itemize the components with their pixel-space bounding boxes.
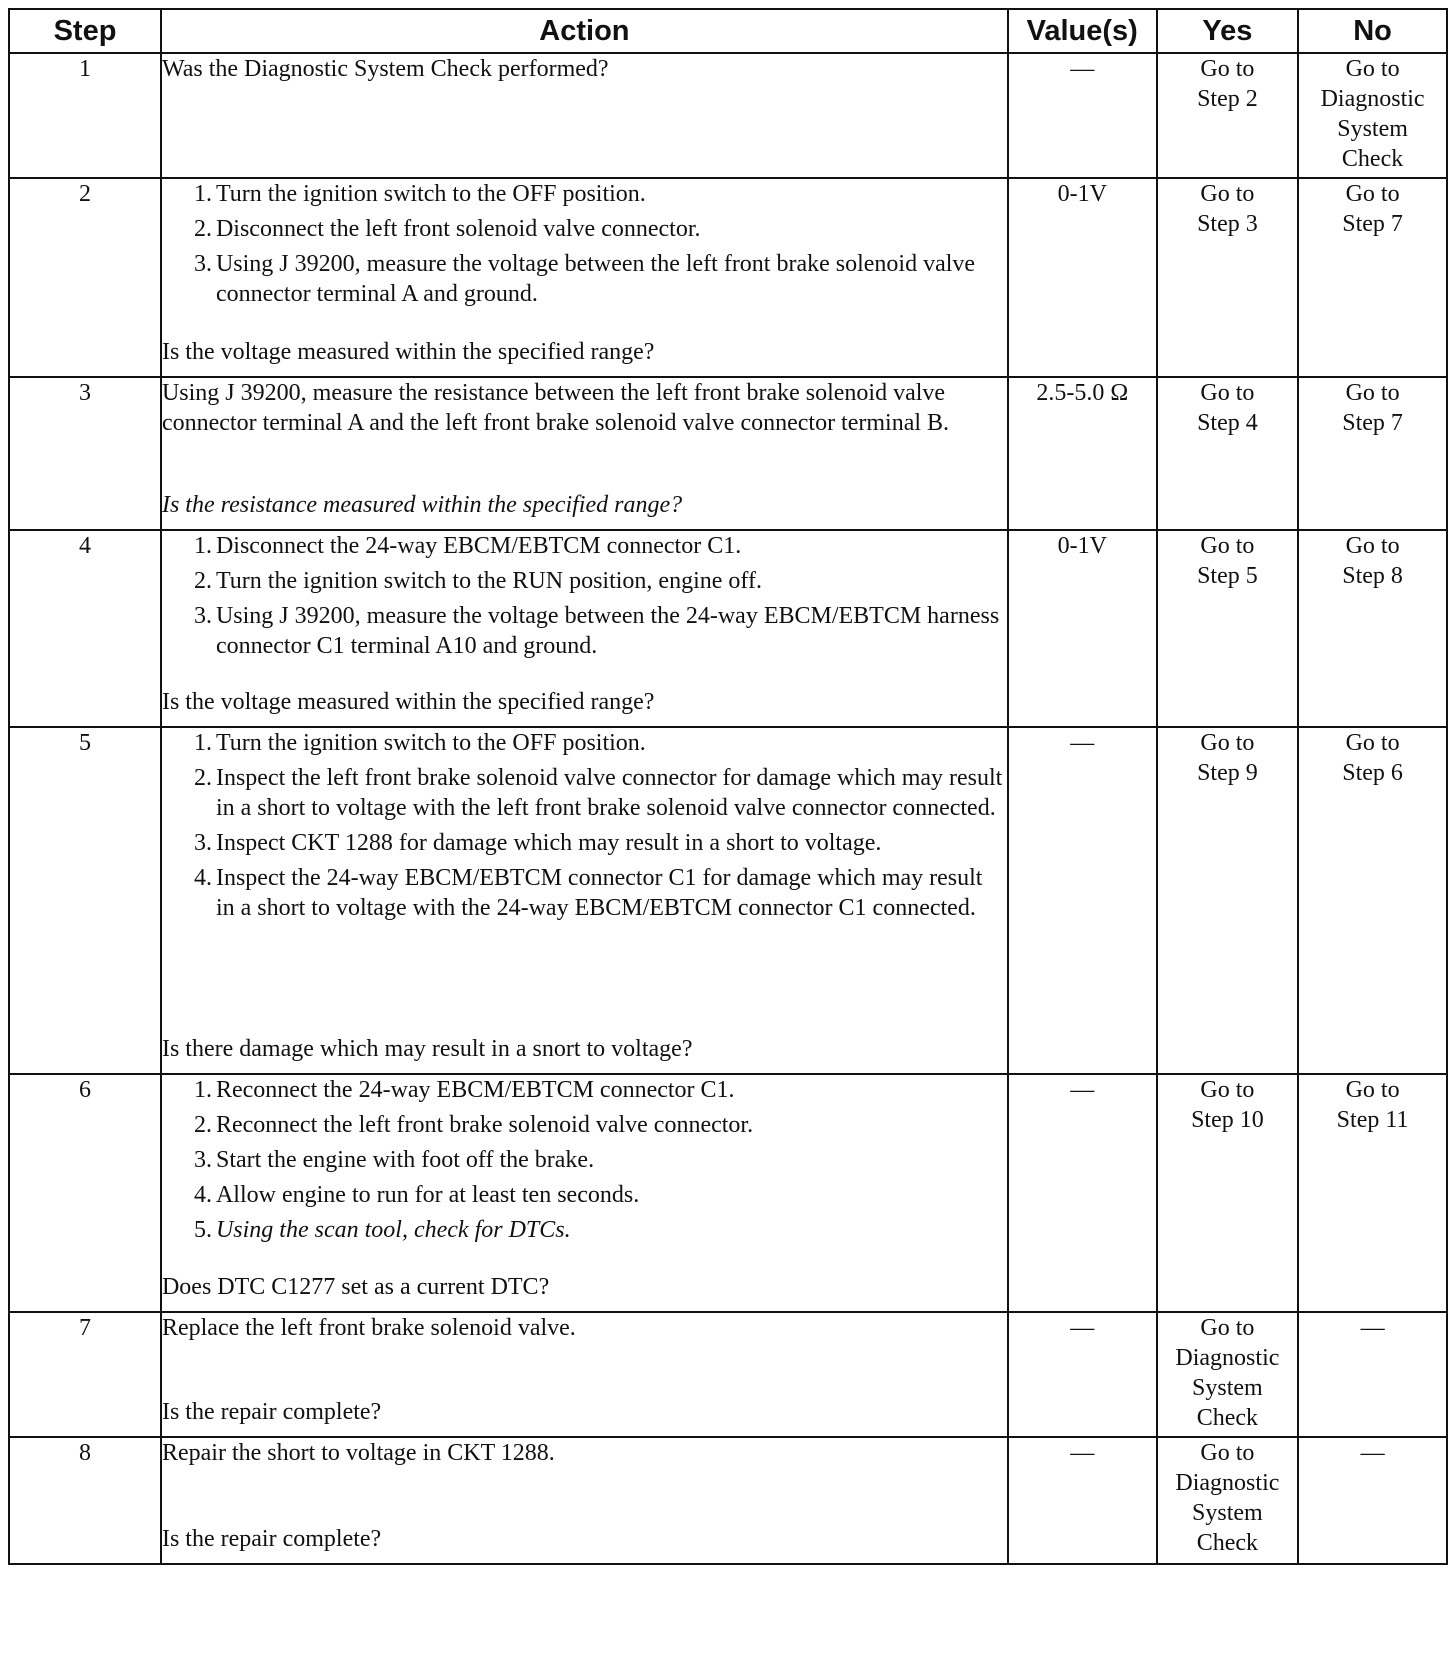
table-row bbox=[9, 1312, 1447, 1437]
list-item-number: 1. bbox=[193, 181, 212, 207]
list-item bbox=[193, 1075, 1007, 1105]
list-item bbox=[193, 179, 1007, 209]
action-text: Repair the short to voltage in CKT 1288. bbox=[161, 1440, 555, 1466]
action-cell bbox=[161, 178, 1008, 377]
yes-cell: Go to Step 4 bbox=[1157, 377, 1298, 530]
step-number: 8 bbox=[9, 1437, 161, 1564]
no-cell: Go to Step 11 bbox=[1298, 1074, 1447, 1312]
no-cell: Go to Step 7 bbox=[1298, 178, 1447, 377]
header-yes: Yes bbox=[1157, 9, 1298, 53]
action-question: Is the voltage measured within the specified range? bbox=[161, 689, 655, 715]
no-cell: — bbox=[1298, 1312, 1447, 1437]
header-no: No bbox=[1298, 9, 1447, 53]
list-item bbox=[193, 601, 1007, 661]
list-item-text: Reconnect the left front brake solenoid valve connector. bbox=[215, 1112, 754, 1138]
list-item-text: Reconnect the 24-way EBCM/EBTCM connector C1. bbox=[215, 1077, 735, 1103]
action-list bbox=[162, 728, 1007, 928]
list-item-text: Start the engine with foot off the brake. bbox=[215, 1147, 595, 1173]
list-item-number: 3. bbox=[193, 251, 212, 277]
no-cell: Go to Diagnostic System Check bbox=[1298, 53, 1447, 178]
action-cell bbox=[161, 727, 1008, 1074]
list-item-text: Using J 39200, measure the voltage between the left front brake solenoid valve connector terminal A and ground. bbox=[215, 251, 976, 307]
value-cell: — bbox=[1008, 1074, 1157, 1312]
diagnostic-table bbox=[8, 8, 1448, 1565]
list-item-number: 1. bbox=[193, 533, 212, 559]
no-cell: Go to Step 8 bbox=[1298, 530, 1447, 727]
step-number: 7 bbox=[9, 1312, 161, 1437]
yes-cell: Go to Diagnostic System Check bbox=[1157, 1312, 1298, 1437]
document-page bbox=[8, 8, 1448, 1658]
yes-cell: Go to Step 5 bbox=[1157, 530, 1298, 727]
action-cell bbox=[161, 530, 1008, 727]
list-item-number: 2. bbox=[193, 1112, 212, 1138]
list-item-text: Disconnect the left front solenoid valve connector. bbox=[215, 216, 701, 242]
header-row bbox=[9, 9, 1447, 53]
action-question: Is the repair complete? bbox=[161, 1399, 382, 1425]
table-row bbox=[9, 377, 1447, 530]
value-cell: — bbox=[1008, 1312, 1157, 1437]
list-item-number: 3. bbox=[193, 603, 212, 629]
action-list bbox=[162, 1075, 1007, 1250]
list-item-number: 5. bbox=[193, 1217, 212, 1243]
list-item-text: Inspect CKT 1288 for damage which may result in a short to voltage. bbox=[215, 830, 882, 856]
step-number: 4 bbox=[9, 530, 161, 727]
list-item bbox=[193, 1180, 1007, 1210]
header-action: Action bbox=[161, 9, 1008, 53]
list-item-text: Using J 39200, measure the voltage between the 24-way EBCM/EBTCM harness connector C1 terminal A10 and ground. bbox=[215, 603, 1000, 659]
action-cell bbox=[161, 53, 1008, 178]
yes-cell: Go to Diagnostic System Check bbox=[1157, 1437, 1298, 1564]
action-cell bbox=[161, 1437, 1008, 1564]
step-number: 3 bbox=[9, 377, 161, 530]
yes-cell: Go to Step 3 bbox=[1157, 178, 1298, 377]
table-row bbox=[9, 727, 1447, 1074]
list-item-number: 1. bbox=[193, 730, 212, 756]
table-row bbox=[9, 53, 1447, 178]
table-row bbox=[9, 178, 1447, 377]
action-question: Is the repair complete? bbox=[161, 1526, 382, 1552]
value-cell: 0-1V bbox=[1008, 530, 1157, 727]
action-question: Is there damage which may result in a snort to voltage? bbox=[161, 1036, 693, 1062]
list-item-text: Allow engine to run for at least ten seconds. bbox=[215, 1182, 640, 1208]
no-cell: — bbox=[1298, 1437, 1447, 1564]
list-item bbox=[193, 1215, 1007, 1245]
value-cell: — bbox=[1008, 727, 1157, 1074]
value-cell: 0-1V bbox=[1008, 178, 1157, 377]
list-item-number: 2. bbox=[193, 568, 212, 594]
list-item bbox=[193, 1110, 1007, 1140]
action-cell bbox=[161, 1074, 1008, 1312]
list-item bbox=[193, 531, 1007, 561]
list-item-text: Disconnect the 24-way EBCM/EBTCM connector C1. bbox=[215, 533, 742, 559]
header-step: Step bbox=[9, 9, 161, 53]
step-number: 1 bbox=[9, 53, 161, 178]
yes-cell: Go to Step 10 bbox=[1157, 1074, 1298, 1312]
action-question: Is the voltage measured within the specified range? bbox=[161, 339, 655, 365]
list-item bbox=[193, 249, 1007, 309]
list-item bbox=[193, 863, 1007, 923]
value-cell: — bbox=[1008, 53, 1157, 178]
header-value: Value(s) bbox=[1008, 9, 1157, 53]
action-cell bbox=[161, 1312, 1008, 1437]
no-cell: Go to Step 7 bbox=[1298, 377, 1447, 530]
action-text: Using J 39200, measure the resistance between the left front brake solenoid valve connector terminal A and the left front brake solenoid valve connector terminal B. bbox=[161, 380, 950, 436]
yes-cell: Go to Step 9 bbox=[1157, 727, 1298, 1074]
list-item bbox=[193, 828, 1007, 858]
table-body bbox=[9, 53, 1447, 1564]
table-row bbox=[9, 530, 1447, 727]
list-item bbox=[193, 728, 1007, 758]
action-text: Replace the left front brake solenoid valve. bbox=[161, 1315, 576, 1341]
action-list bbox=[162, 531, 1007, 666]
list-item bbox=[193, 763, 1007, 823]
yes-cell: Go to Step 2 bbox=[1157, 53, 1298, 178]
list-item bbox=[193, 214, 1007, 244]
list-item-number: 2. bbox=[193, 765, 212, 791]
list-item-number: 3. bbox=[193, 830, 212, 856]
list-item-text: Using the scan tool, check for DTCs. bbox=[215, 1217, 571, 1243]
list-item-text: Inspect the 24-way EBCM/EBTCM connector C1 for damage which may result in a short to voltage with the 24-way EBCM/EBTCM connector C1 connected. bbox=[215, 865, 983, 921]
action-question: Does DTC C1277 set as a current DTC? bbox=[161, 1274, 550, 1300]
list-item-number: 4. bbox=[193, 1182, 212, 1208]
action-list bbox=[162, 179, 1007, 314]
list-item bbox=[193, 566, 1007, 596]
list-item-text: Turn the ignition switch to the OFF position. bbox=[215, 181, 646, 207]
list-item-text: Turn the ignition switch to the RUN position, engine off. bbox=[215, 568, 762, 594]
step-number: 2 bbox=[9, 178, 161, 377]
value-cell: — bbox=[1008, 1437, 1157, 1564]
no-cell: Go to Step 6 bbox=[1298, 727, 1447, 1074]
action-cell bbox=[161, 377, 1008, 530]
list-item-number: 2. bbox=[193, 216, 212, 242]
list-item bbox=[193, 1145, 1007, 1175]
list-item-number: 4. bbox=[193, 865, 212, 891]
list-item-text: Inspect the left front brake solenoid valve connector for damage which may result in a short to voltage with the left front brake solenoid valve connector connected. bbox=[215, 765, 1003, 821]
step-number: 5 bbox=[9, 727, 161, 1074]
value-cell: 2.5-5.0 Ω bbox=[1008, 377, 1157, 530]
list-item-number: 1. bbox=[193, 1077, 212, 1103]
table-row bbox=[9, 1437, 1447, 1564]
list-item-text: Turn the ignition switch to the OFF position. bbox=[215, 730, 646, 756]
table-row bbox=[9, 1074, 1447, 1312]
action-question: Is the resistance measured within the specified range? bbox=[161, 492, 683, 518]
step-number: 6 bbox=[9, 1074, 161, 1312]
list-item-number: 3. bbox=[193, 1147, 212, 1173]
action-text: Was the Diagnostic System Check performed? bbox=[161, 56, 609, 82]
